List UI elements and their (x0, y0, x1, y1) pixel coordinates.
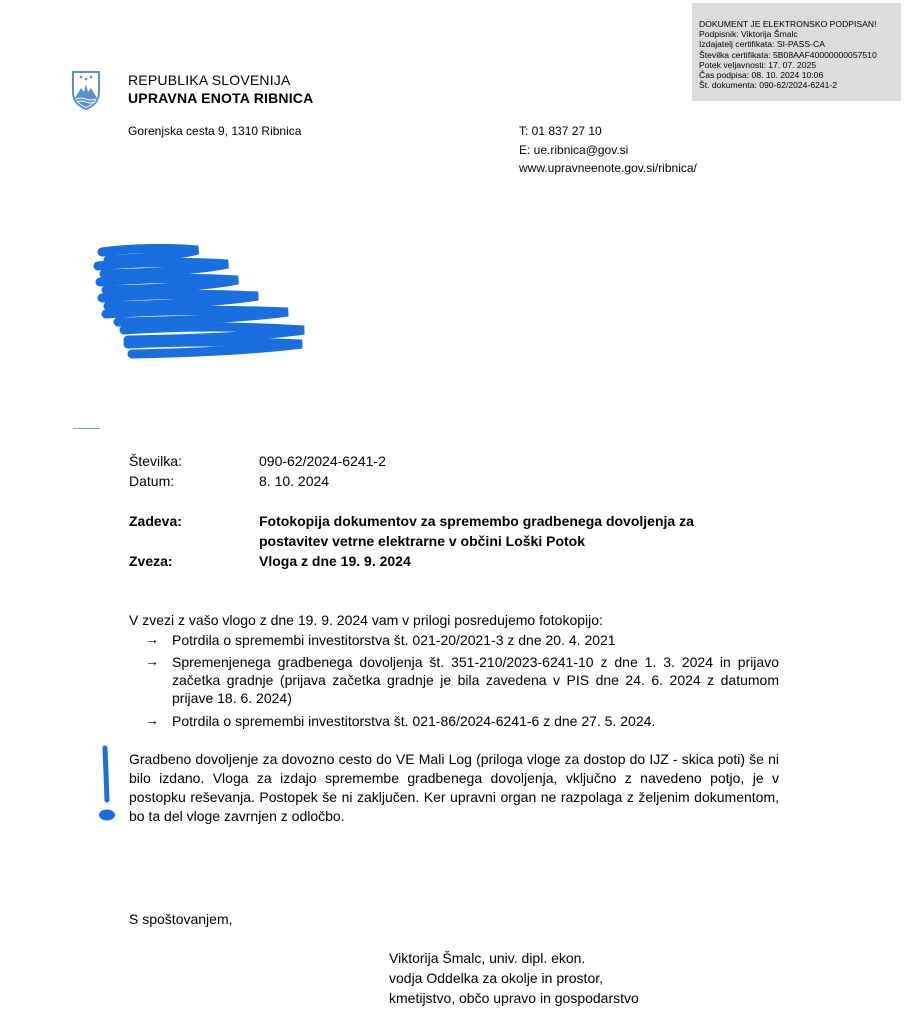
arrow-bullet: → (145, 631, 159, 647)
intro-paragraph: V zvezi z vašo vlogo z dne 19. 9. 2024 vam v prilogi posredujemo fotokopijo: (129, 612, 603, 628)
org-phone: T: 01 837 27 10 (519, 124, 602, 138)
coat-of-arms-icon (70, 70, 102, 110)
redacted-address-scribble (88, 244, 318, 364)
list-item: Potrdila o spremembi investitorstva št. 021-20/2021-3 z dne 20. 4. 2021 (172, 632, 616, 648)
signer-title-line2: kmetijstvo, občo upravo in gospodarstvo (389, 990, 639, 1006)
arrow-bullet: → (145, 653, 159, 669)
signature-line: Izdajatelj certifikata: SI-PASS-CA (699, 39, 825, 50)
note-paragraph: Gradbeno dovoljenje za dovozno cesto do VE Mali Log (priloga vloge za dostop do IJZ - skica poti) še ni bilo izdano. Vloga za izdajo spremembe gradbenega dovoljenja, vključno z navedeno potjo, je v postopku reševanja. Postopek še ni zaključen. Ker upravni organ ne razpolaga z željenim dokumentom, bo ta del vloge zavrnjen z odločbo. (129, 751, 779, 824)
arrow-bullet: → (145, 712, 159, 728)
reference-value: Vloga z dne 19. 9. 2024 (259, 553, 411, 569)
fold-mark (73, 428, 100, 429)
org-name-line1: REPUBLIKA SLOVENIJA (128, 72, 291, 88)
signature-line: Št. dokumenta: 090-62/2024-6241-2 (699, 80, 838, 91)
org-address: Gorenjska cesta 9, 1310 Ribnica (128, 124, 302, 138)
org-name-line2: UPRAVNA ENOTA RIBNICA (128, 90, 314, 106)
subject-line1: Fotokopija dokumentov za spremembo gradbenega dovoljenja za (259, 513, 694, 529)
date-label: Datum: (129, 473, 175, 489)
subject-line2: postavitev vetrne elektrarne v občini Loški Potok (259, 533, 585, 549)
org-website[interactable]: www.upravneenote.gov.si/ribnica/ (519, 161, 697, 175)
list-item: Potrdila o spremembi investitorstva št. 021-86/2024-6241-6 z dne 27. 5. 2024. (172, 713, 656, 729)
number-label: Številka: (129, 453, 182, 469)
reference-label: Zveza: (129, 553, 173, 569)
signature-line: Potek veljavnosti: 17. 07. 2025 (699, 59, 817, 70)
signature-line: Čas podpisa: 08. 10. 2024 10:06 (699, 70, 824, 81)
list-item: Spremenjenega gradbenega dovoljenja št. 351-210/2023-6241-10 z dne 1. 3. 2024 in prijavo začetka gradnje (prijava začetka gradnje je bila zavedena v PIS dne 24. 6. 2024 z datumom prijave 18. 6. 2024) (172, 654, 779, 706)
signature-line: Številka certifikata: 5B08AAF40000000057510 (699, 49, 877, 60)
signer-title-line1: vodja Oddelka za okolje in prostor, (389, 970, 604, 986)
exclamation-mark-icon (96, 745, 118, 825)
org-email[interactable]: E: ue.ribnica@gov.si (519, 143, 629, 157)
subject-label: Zadeva: (129, 513, 182, 529)
signer-name: Viktorija Šmalc, univ. dipl. ekon. (389, 950, 586, 966)
signature-line: DOKUMENT JE ELEKTRONSKO PODPISAN! (699, 19, 877, 29)
closing-greeting: S spoštovanjem, (129, 911, 233, 927)
number-value: 090-62/2024-6241-2 (259, 453, 386, 469)
signature-line: Podpisnik: Viktorija Šmalc (699, 29, 798, 40)
date-value: 8. 10. 2024 (259, 473, 330, 489)
signature-info-box (692, 3, 901, 101)
